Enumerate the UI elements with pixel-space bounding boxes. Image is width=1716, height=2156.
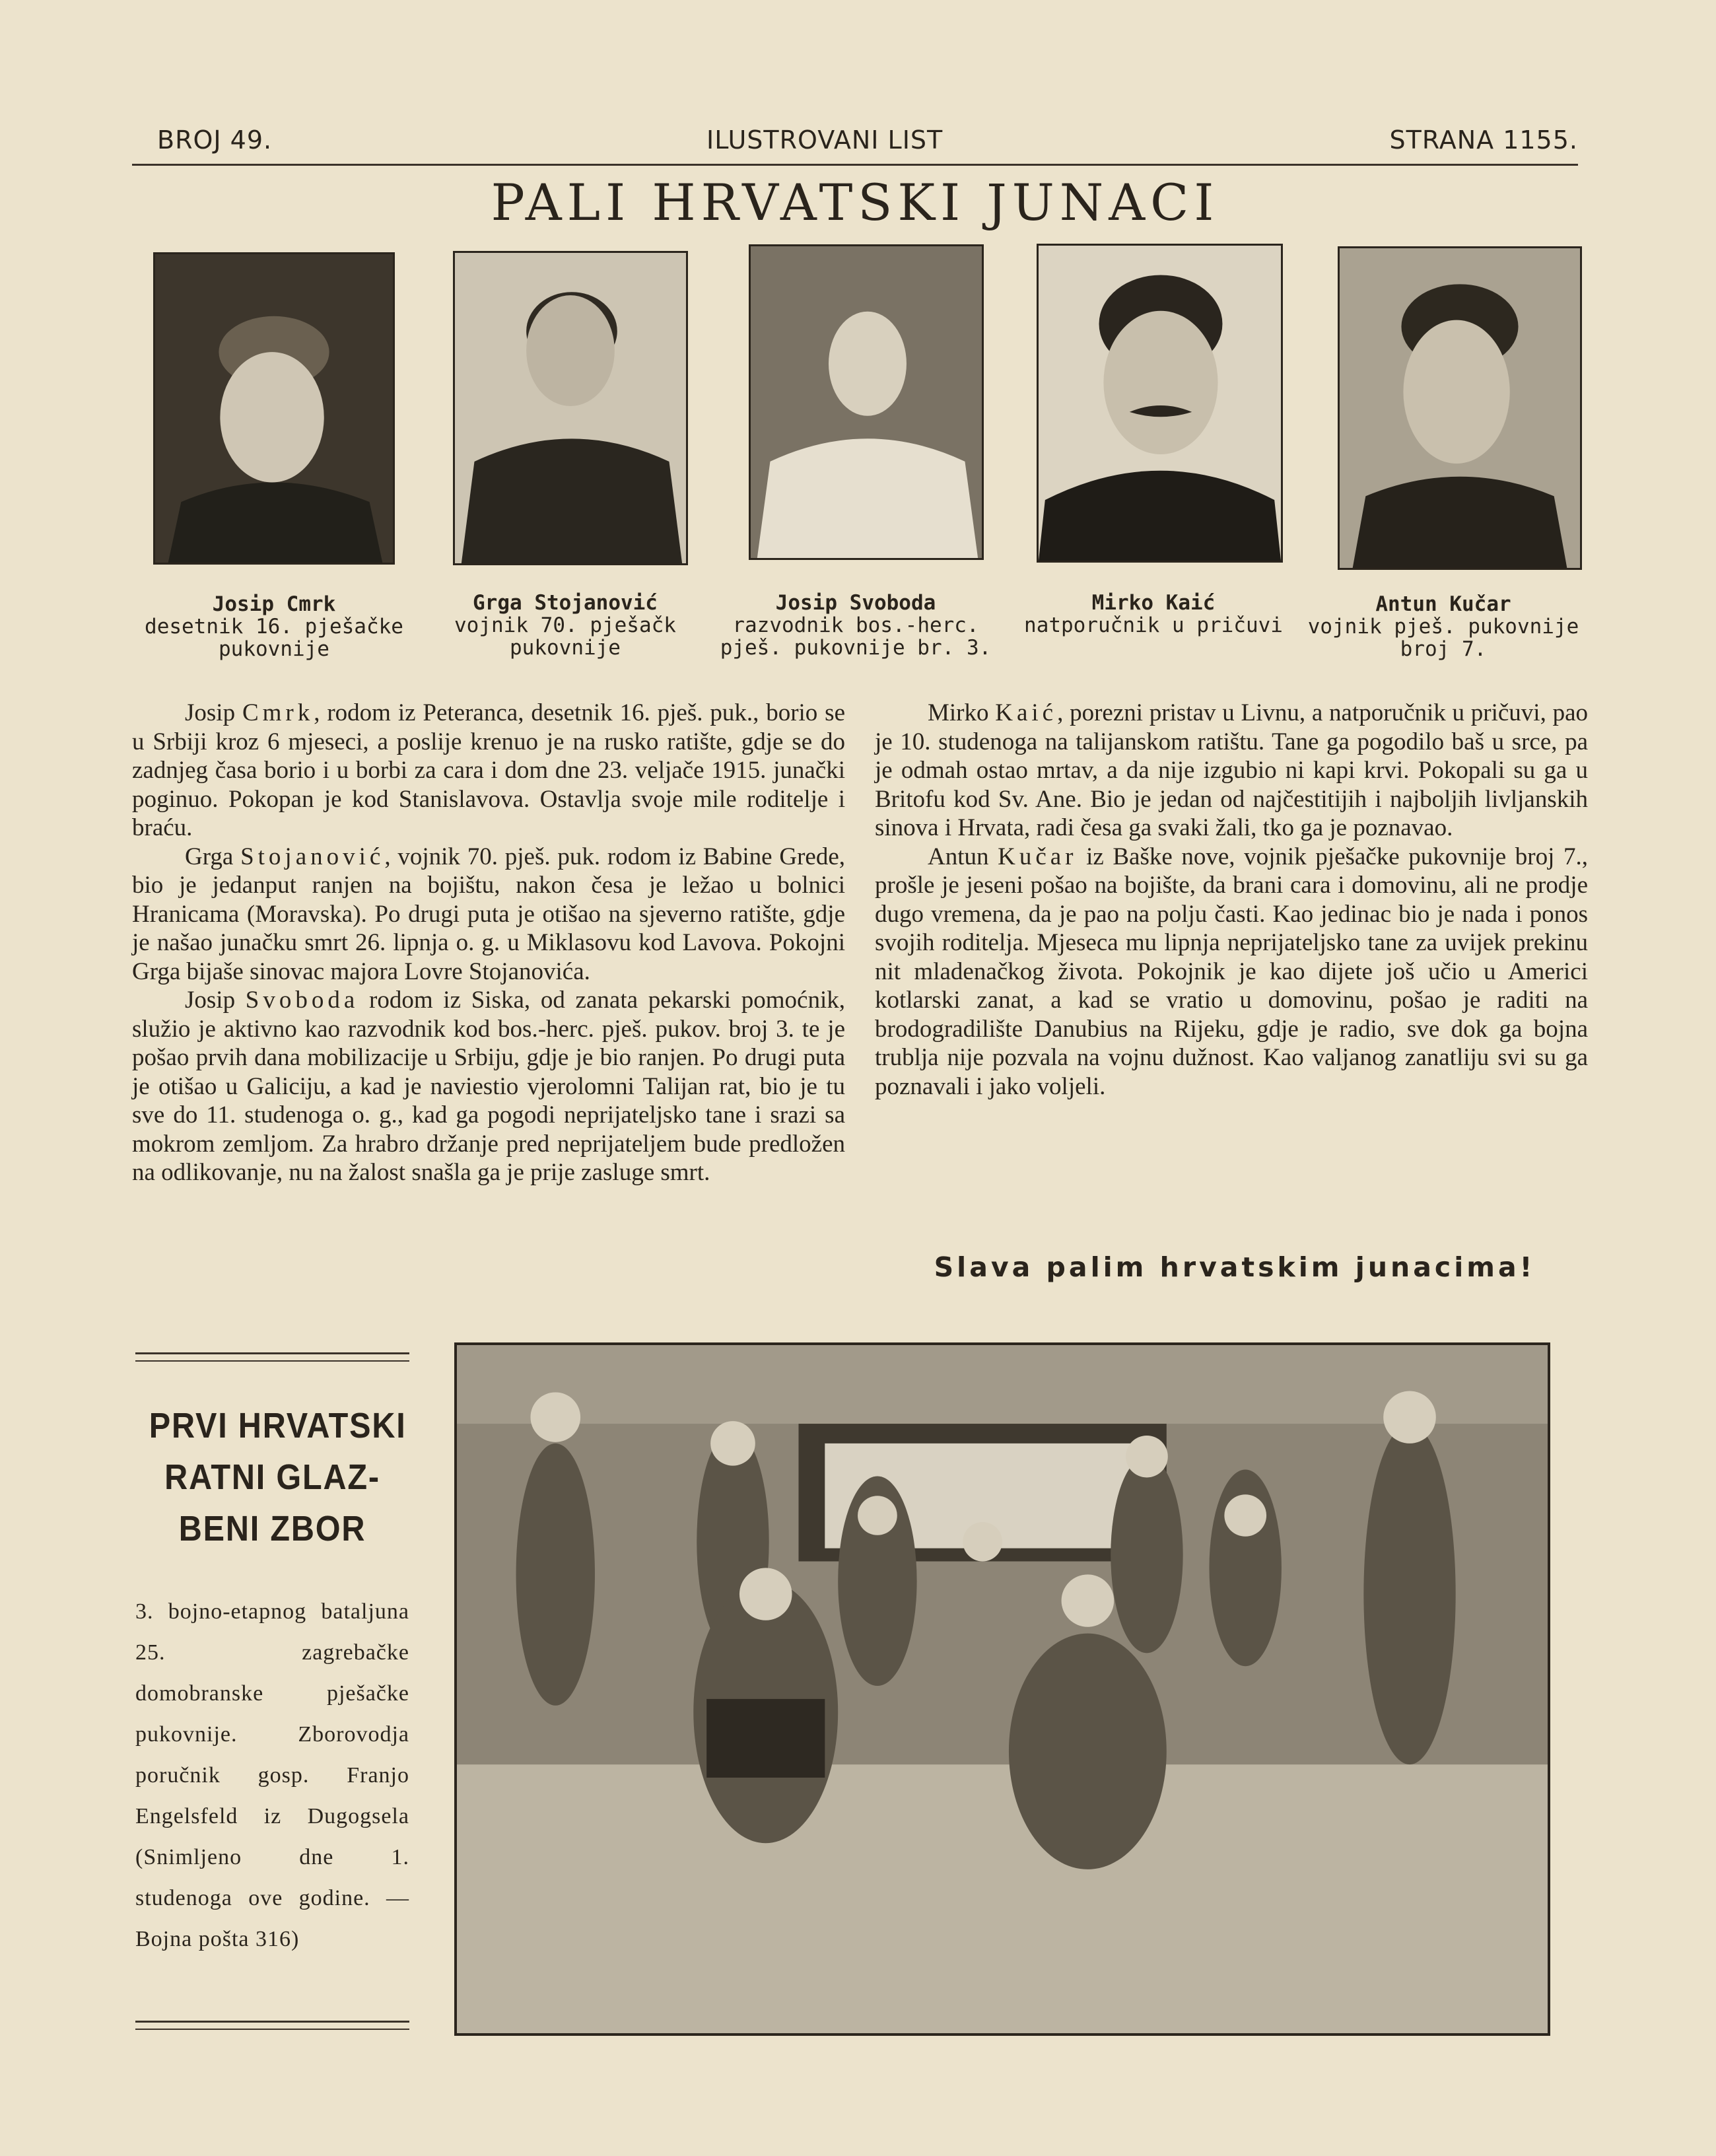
portrait-grga-stojanovic xyxy=(453,251,688,565)
paragraph-lead-name: Kaić xyxy=(995,699,1058,726)
caption-josip-cmrk xyxy=(135,593,413,660)
running-header xyxy=(132,125,1578,160)
band-rule-top-inner xyxy=(135,1360,409,1362)
paragraph-text: iz Baške nove, vojnik pješačke pukovnije broj 7., prošle je jeseni pošao na bojište, da brani cara i domovinu, ali ne prodje dugo vremena, da je pao na polju časti. Kao jedinac bio je nada i ponos svojih roditelja. Mjeseca mu lipnja neprijateljsko tane za uvijek prekinu nit mladenačkog života. Pokojnik je kao dijete još učio u Americi kotlarski zanat, a kad se vratio u domovinu, pošao je raditi na brodogradilište Danubius na Rijeku, gdje je radio, sve dok ga bojna trublja nije pozvala na vojnu dužnost. Kao valjanog zanatliju svi su ga poznavali i jako voljeli. xyxy=(875,843,1589,1100)
paragraph-lead-name: Cmrk xyxy=(242,699,314,726)
portrait-name: Grga Stojanović xyxy=(473,591,658,615)
paragraph-kaic xyxy=(875,699,1588,843)
portrait-name: Josip Cmrk xyxy=(212,592,336,616)
paragraph-kucar xyxy=(875,843,1588,1101)
paragraph-text: rodom iz Siska, od zanata pekarski pomoćnik, služio je aktivno kao razvodnik kod bos.-herc. pješ. pukov. broj 3. te je pošao prvih dana mobilizacije u Srbiju, gdje je bio ranjen. Po drugi puta je otišao u Galiciju, a kad je naviestio vjerolomni Talijan rat, bio je tu sve do 11. studenoga o. g., kad ga pogodi neprijateljsko tane i srazi sa mokrom zemljom. Za hrabro držanje pred neprijateljem bude predložen na odlikovanje, nu na žalost snašla ga je prije zasluge smrt. xyxy=(132,987,846,1186)
band-rule-bottom-inner xyxy=(135,2029,409,2030)
paragraph-lead-name: Stojanović xyxy=(240,843,385,870)
paragraph-cmrk xyxy=(132,699,845,843)
portrait-rank: razvodnik bos.-herc. pješ. pukovnije br. 3. xyxy=(720,613,992,660)
portrait-rank: vojnik pješ. pukovnije broj 7. xyxy=(1307,615,1579,661)
caption-josip-svoboda xyxy=(717,592,994,659)
paragraph-lead-name: Kučar xyxy=(998,843,1078,870)
band-photograph xyxy=(454,1342,1550,2036)
article-title: PALI HRVATSKI JUNACI xyxy=(491,173,1219,232)
portrait-rank: desetnik 16. pješačke pukovnije xyxy=(145,615,403,661)
issue-number: BROJ 49. xyxy=(157,125,273,155)
portrait-mirko-kaic xyxy=(1037,244,1283,563)
paragraph-text: , vojnik 70. pješ. puk. rodom iz Babine Grede, bio je jedanput ranjen na bojištu, nakon česa je ležao u bolnici Hranicama (Moravska). Po drugi puta je otišao na sjeverno ratište, gdje je našao junačku smrt 26. lipnja o. g. u Miklasovu kod Lavova. Pokojni Grga bijaše sinovac majora Lovre Stojanovića. xyxy=(132,843,845,985)
portrait-antun-kucar xyxy=(1338,246,1582,570)
band-rule-bottom xyxy=(135,2021,409,2023)
slogan: Slava palim hrvatskim junacima! xyxy=(934,1251,1536,1283)
paragraph-prefix: Josip xyxy=(185,699,242,726)
paragraph-stojanovic xyxy=(132,843,845,987)
paragraph-prefix: Mirko xyxy=(928,699,996,726)
header-rule xyxy=(132,164,1578,166)
portrait-name: Mirko Kaić xyxy=(1091,591,1216,615)
portrait-josip-svoboda xyxy=(749,244,984,560)
publication-name: ILUSTROVANI LIST xyxy=(706,125,944,155)
caption-mirko-kaic xyxy=(1015,592,1292,637)
paragraph-prefix: Grga xyxy=(185,843,241,870)
paragraph-lead-name: Svoboda xyxy=(245,987,359,1014)
portrait-name: Antun Kučar xyxy=(1375,592,1511,616)
band-caption: 3. bojno-etapnog bataljuna 25. zagrebačke domobranske pješačke pukovnije. Zborovodja poručnik gosp. Franjo Engelsfeld iz Dugogsela (Snimljeno dne 1. studenoga ove godine. — Bojna pošta 316) xyxy=(135,1599,409,1951)
paragraph-svoboda xyxy=(132,986,845,1187)
portrait-rank: natporučnik u pričuvi xyxy=(1024,613,1283,637)
band-title xyxy=(149,1400,407,1554)
portrait-name: Josip Svoboda xyxy=(775,591,936,615)
band-title-line: BENI ZBOR xyxy=(178,1509,366,1548)
portrait-josip-cmrk xyxy=(153,252,395,565)
paragraph-text: , rodom iz Peteranca, desetnik 16. pješ. puk., borio se u Srbiji kroz 6 mjeseci, a poslije krenuo je na rusko ratište, gdje se do zadnjeg časa borio i u borbi za cara i dom dne 23. veljače 1915. junački poginuo. Pokopan je kod Stanislavova. Ostavlja svoje mile roditelje i braću. xyxy=(132,699,846,841)
paragraph-prefix: Josip xyxy=(185,987,246,1014)
article-column-right xyxy=(875,699,1588,1101)
caption-antun-kucar xyxy=(1305,593,1582,660)
page-number: STRANA 1155. xyxy=(1389,125,1578,155)
band-title-line: PRVI HRVATSKI xyxy=(149,1406,407,1445)
paragraph-prefix: Antun xyxy=(928,843,998,870)
paragraph-text: , porezni pristav u Livnu, a natporučnik u pričuvi, pao je 10. studenoga na talijanskom ratištu. Tane ga pogodilo baš u srce, pa je odmah ostao mrtav, a da nije izgubio ni kapi krvi. Pokopali su ga u Britofu kod Sv. Ane. Bio je jedan od najčestitijih i najboljih livljanskih sinova i Hrvata, radi česa ga svaki žali, tko ga je poznavao. xyxy=(875,699,1588,841)
band-rule-top xyxy=(135,1352,409,1354)
portrait-rank: vojnik 70. pješačk pukovnije xyxy=(454,613,676,660)
band-title-line: RATNI GLAZ- xyxy=(164,1457,380,1497)
caption-grga-stojanovic xyxy=(427,592,704,659)
article-column-left xyxy=(132,699,845,1187)
